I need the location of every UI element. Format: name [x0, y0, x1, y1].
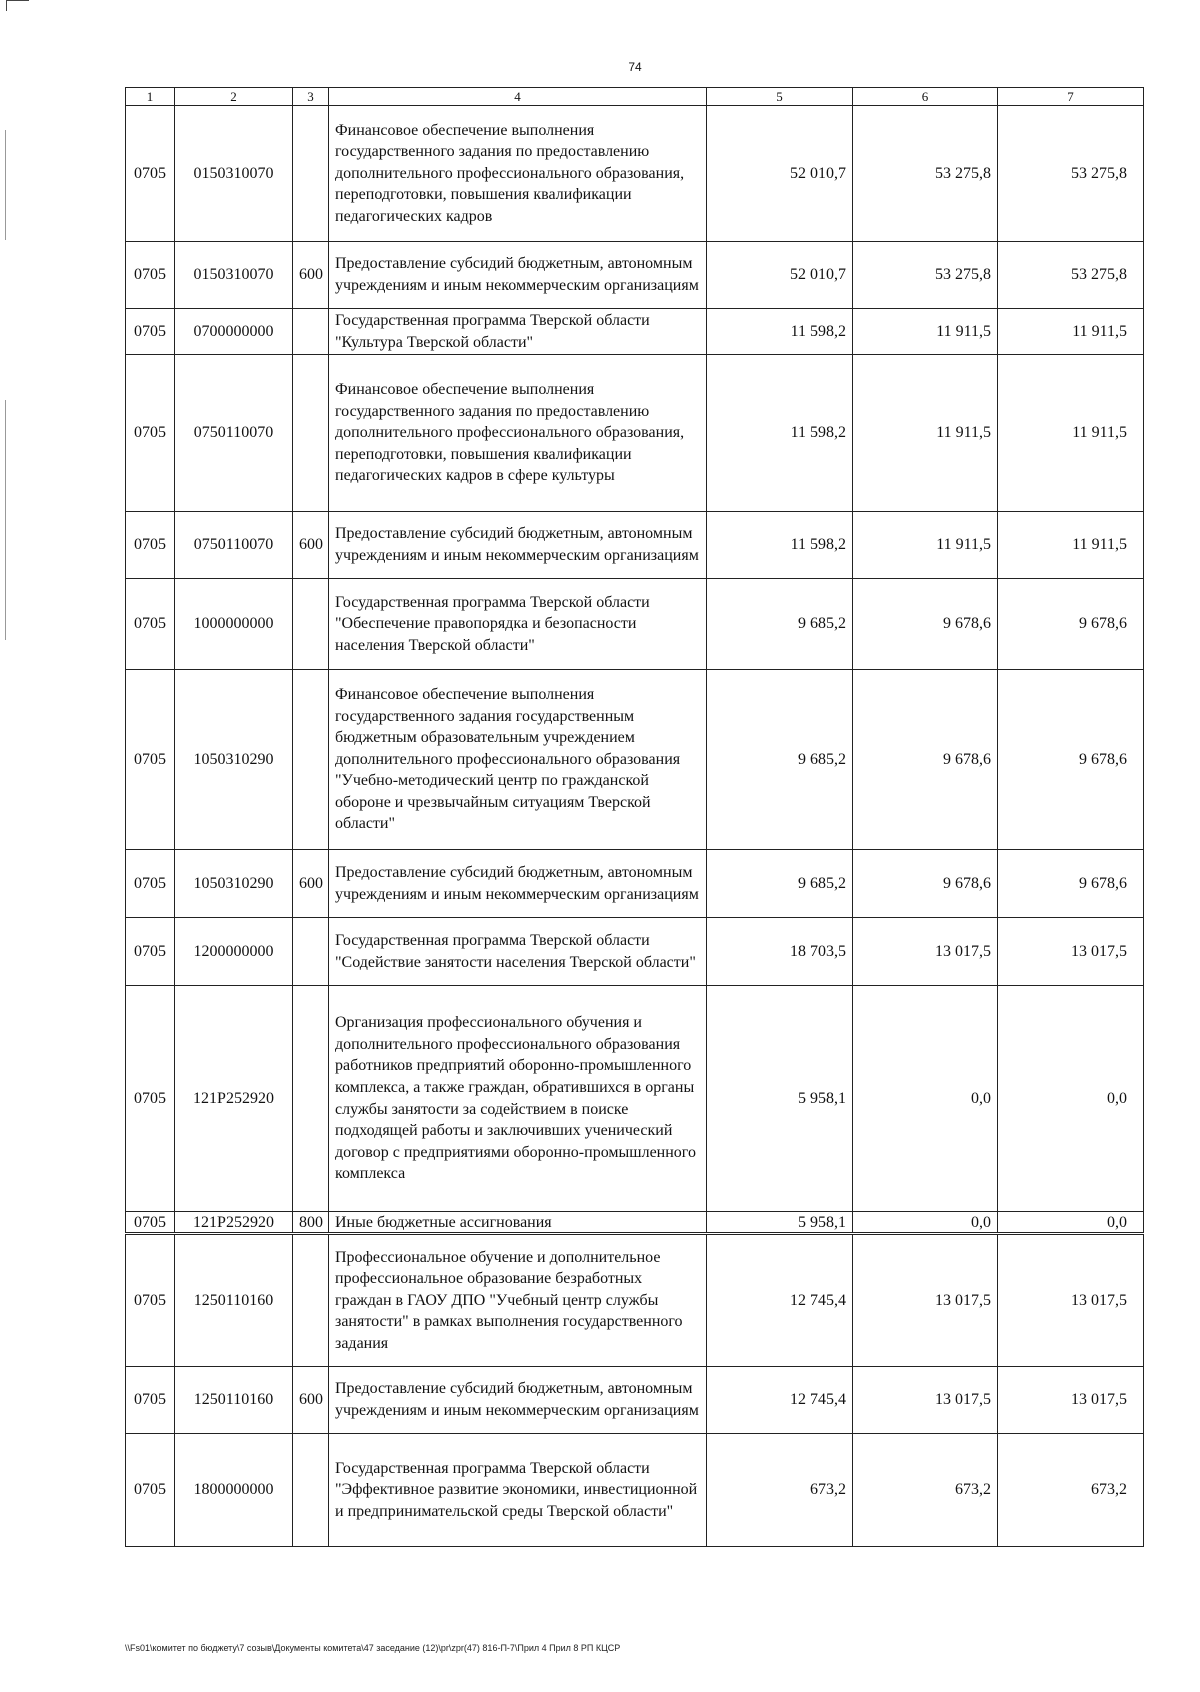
amount-col7: 11 911,5	[998, 355, 1144, 512]
table-row	[126, 355, 1144, 512]
expense-type-code	[293, 1234, 329, 1367]
section-code: 0705	[126, 106, 175, 242]
section-code: 0705	[126, 1234, 175, 1367]
target-article-code: 1250110160	[175, 1367, 293, 1434]
item-name: Иные бюджетные ассигнования	[329, 1212, 707, 1234]
section-code: 0705	[126, 1367, 175, 1434]
amount-col6: 11 911,5	[853, 309, 998, 355]
amount-col5: 9 685,2	[707, 579, 853, 670]
target-article-code: 1050310290	[175, 670, 293, 850]
target-article-code: 1250110160	[175, 1234, 293, 1367]
amount-col5: 9 685,2	[707, 850, 853, 918]
section-code: 0705	[126, 309, 175, 355]
table-row	[126, 512, 1144, 579]
header-cell: 6	[853, 88, 998, 106]
target-article-code: 121P252920	[175, 1212, 293, 1234]
amount-col7: 9 678,6	[998, 850, 1144, 918]
expense-type-code	[293, 106, 329, 242]
header-cell: 3	[293, 88, 329, 106]
target-article-code: 0150310070	[175, 106, 293, 242]
amount-col7: 13 017,5	[998, 918, 1144, 986]
expense-type-code	[293, 355, 329, 512]
item-name: Государственная программа Тверской области "Эффективное развитие экономики, инвестиционной и предпринимательской среды Тверской области"	[329, 1434, 707, 1547]
section-code: 0705	[126, 986, 175, 1212]
amount-col5: 11 598,2	[707, 512, 853, 579]
expense-type-code	[293, 986, 329, 1212]
amount-col5: 673,2	[707, 1434, 853, 1547]
header-cell: 5	[707, 88, 853, 106]
section-code: 0705	[126, 242, 175, 309]
amount-col6: 9 678,6	[853, 670, 998, 850]
table-row	[126, 1434, 1144, 1547]
table-row	[126, 579, 1144, 670]
item-name: Государственная программа Тверской области "Обеспечение правопорядка и безопасности населения Тверской области"	[329, 579, 707, 670]
amount-col7: 53 275,8	[998, 242, 1144, 309]
target-article-code: 1200000000	[175, 918, 293, 986]
table-row	[126, 106, 1144, 242]
scan-margin-line	[5, 400, 6, 640]
amount-col5: 12 745,4	[707, 1367, 853, 1434]
target-article-code: 1050310290	[175, 850, 293, 918]
item-name: Предоставление субсидий бюджетным, автономным учреждениям и иным некоммерческим организациям	[329, 242, 707, 309]
expense-type-code: 600	[293, 242, 329, 309]
amount-col7: 11 911,5	[998, 512, 1144, 579]
amount-col5: 5 958,1	[707, 1212, 853, 1234]
file-path-footer: \\Fs01\комитет по бюджету\7 созыв\Документы комитета\47 заседание (12)\pr\zpr(47) 816-П-7\Прил 4 Прил 8 РП КЦСР	[125, 1643, 621, 1653]
section-code: 0705	[126, 1434, 175, 1547]
amount-col5: 11 598,2	[707, 355, 853, 512]
amount-col6: 9 678,6	[853, 850, 998, 918]
amount-col7: 673,2	[998, 1434, 1144, 1547]
item-name: Предоставление субсидий бюджетным, автономным учреждениям и иным некоммерческим организациям	[329, 512, 707, 579]
amount-col5: 52 010,7	[707, 106, 853, 242]
item-name: Финансовое обеспечение выполнения государственного задания по предоставлению дополнительного профессионального образования, переподготовки, повышения квалификации педагогических кадров	[329, 106, 707, 242]
amount-col6: 11 911,5	[853, 512, 998, 579]
item-name: Финансовое обеспечение выполнения государственного задания государственным бюджетным образовательным учреждением дополнительного профессионального образования "Учебно-методический центр по гражданской обороне и чрезвычайным ситуациям Тверской области"	[329, 670, 707, 850]
amount-col7: 0,0	[998, 986, 1144, 1212]
expense-type-code: 600	[293, 850, 329, 918]
header-cell: 2	[175, 88, 293, 106]
item-name: Профессиональное обучение и дополнительное профессиональное образование безработных граждан в ГАОУ ДПО "Учебный центр службы занятости" в рамках выполнения государственного задания	[329, 1234, 707, 1367]
table-row	[126, 986, 1144, 1212]
section-code: 0705	[126, 850, 175, 918]
amount-col5: 5 958,1	[707, 986, 853, 1212]
table-row	[126, 1212, 1144, 1234]
amount-col6: 673,2	[853, 1434, 998, 1547]
section-code: 0705	[126, 1212, 175, 1234]
amount-col7: 9 678,6	[998, 670, 1144, 850]
header-cell: 7	[998, 88, 1144, 106]
target-article-code: 0750110070	[175, 355, 293, 512]
table-row	[126, 918, 1144, 986]
amount-col6: 53 275,8	[853, 242, 998, 309]
scan-corner-mark	[6, 0, 29, 11]
header-row	[126, 88, 1144, 106]
item-name: Государственная программа Тверской области "Содействие занятости населения Тверской области"	[329, 918, 707, 986]
table-row	[126, 670, 1144, 850]
amount-col5: 52 010,7	[707, 242, 853, 309]
section-code: 0705	[126, 579, 175, 670]
budget-table	[125, 87, 1144, 1547]
table-row	[126, 242, 1144, 309]
item-name: Предоставление субсидий бюджетным, автономным учреждениям и иным некоммерческим организациям	[329, 850, 707, 918]
section-code: 0705	[126, 355, 175, 512]
amount-col6: 13 017,5	[853, 1234, 998, 1367]
expense-type-code	[293, 579, 329, 670]
expense-type-code: 800	[293, 1212, 329, 1234]
amount-col6: 0,0	[853, 1212, 998, 1234]
amount-col6: 0,0	[853, 986, 998, 1212]
item-name: Государственная программа Тверской области "Культура Тверской области"	[329, 309, 707, 355]
header-cell: 4	[329, 88, 707, 106]
header-cell: 1	[126, 88, 175, 106]
target-article-code: 1000000000	[175, 579, 293, 670]
amount-col7: 53 275,8	[998, 106, 1144, 242]
target-article-code: 0750110070	[175, 512, 293, 579]
amount-col7: 0,0	[998, 1212, 1144, 1234]
section-code: 0705	[126, 918, 175, 986]
table-row	[126, 309, 1144, 355]
table-row	[126, 1367, 1144, 1434]
amount-col6: 13 017,5	[853, 1367, 998, 1434]
expense-type-code	[293, 670, 329, 850]
amount-col6: 13 017,5	[853, 918, 998, 986]
scan-margin-line	[5, 130, 6, 240]
page-number: 74	[628, 60, 642, 74]
section-code: 0705	[126, 670, 175, 850]
amount-col6: 11 911,5	[853, 355, 998, 512]
target-article-code: 0150310070	[175, 242, 293, 309]
expense-type-code	[293, 1434, 329, 1547]
amount-col6: 9 678,6	[853, 579, 998, 670]
section-code: 0705	[126, 512, 175, 579]
amount-col5: 9 685,2	[707, 670, 853, 850]
item-name: Финансовое обеспечение выполнения государственного задания по предоставлению дополнительного профессионального образования, переподготовки, повышения квалификации педагогических кадров в сфере культуры	[329, 355, 707, 512]
expense-type-code: 600	[293, 512, 329, 579]
amount-col5: 18 703,5	[707, 918, 853, 986]
target-article-code: 0700000000	[175, 309, 293, 355]
item-name: Предоставление субсидий бюджетным, автономным учреждениям и иным некоммерческим организациям	[329, 1367, 707, 1434]
amount-col7: 13 017,5	[998, 1234, 1144, 1367]
expense-type-code: 600	[293, 1367, 329, 1434]
target-article-code: 1800000000	[175, 1434, 293, 1547]
amount-col5: 11 598,2	[707, 309, 853, 355]
amount-col7: 9 678,6	[998, 579, 1144, 670]
amount-col7: 11 911,5	[998, 309, 1144, 355]
table-row	[126, 850, 1144, 918]
amount-col6: 53 275,8	[853, 106, 998, 242]
table-row	[126, 1234, 1144, 1367]
amount-col7: 13 017,5	[998, 1367, 1144, 1434]
expense-type-code	[293, 918, 329, 986]
item-name: Организация профессионального обучения и дополнительного профессионального образования работников предприятий оборонно-промышленного комплекса, а также граждан, обратившихся в органы службы занятости за содействием в поиске подходящей работы и заключивших ученический договор с предприятиями оборонно-промышленного комплекса	[329, 986, 707, 1212]
amount-col5: 12 745,4	[707, 1234, 853, 1367]
target-article-code: 121P252920	[175, 986, 293, 1212]
expense-type-code	[293, 309, 329, 355]
